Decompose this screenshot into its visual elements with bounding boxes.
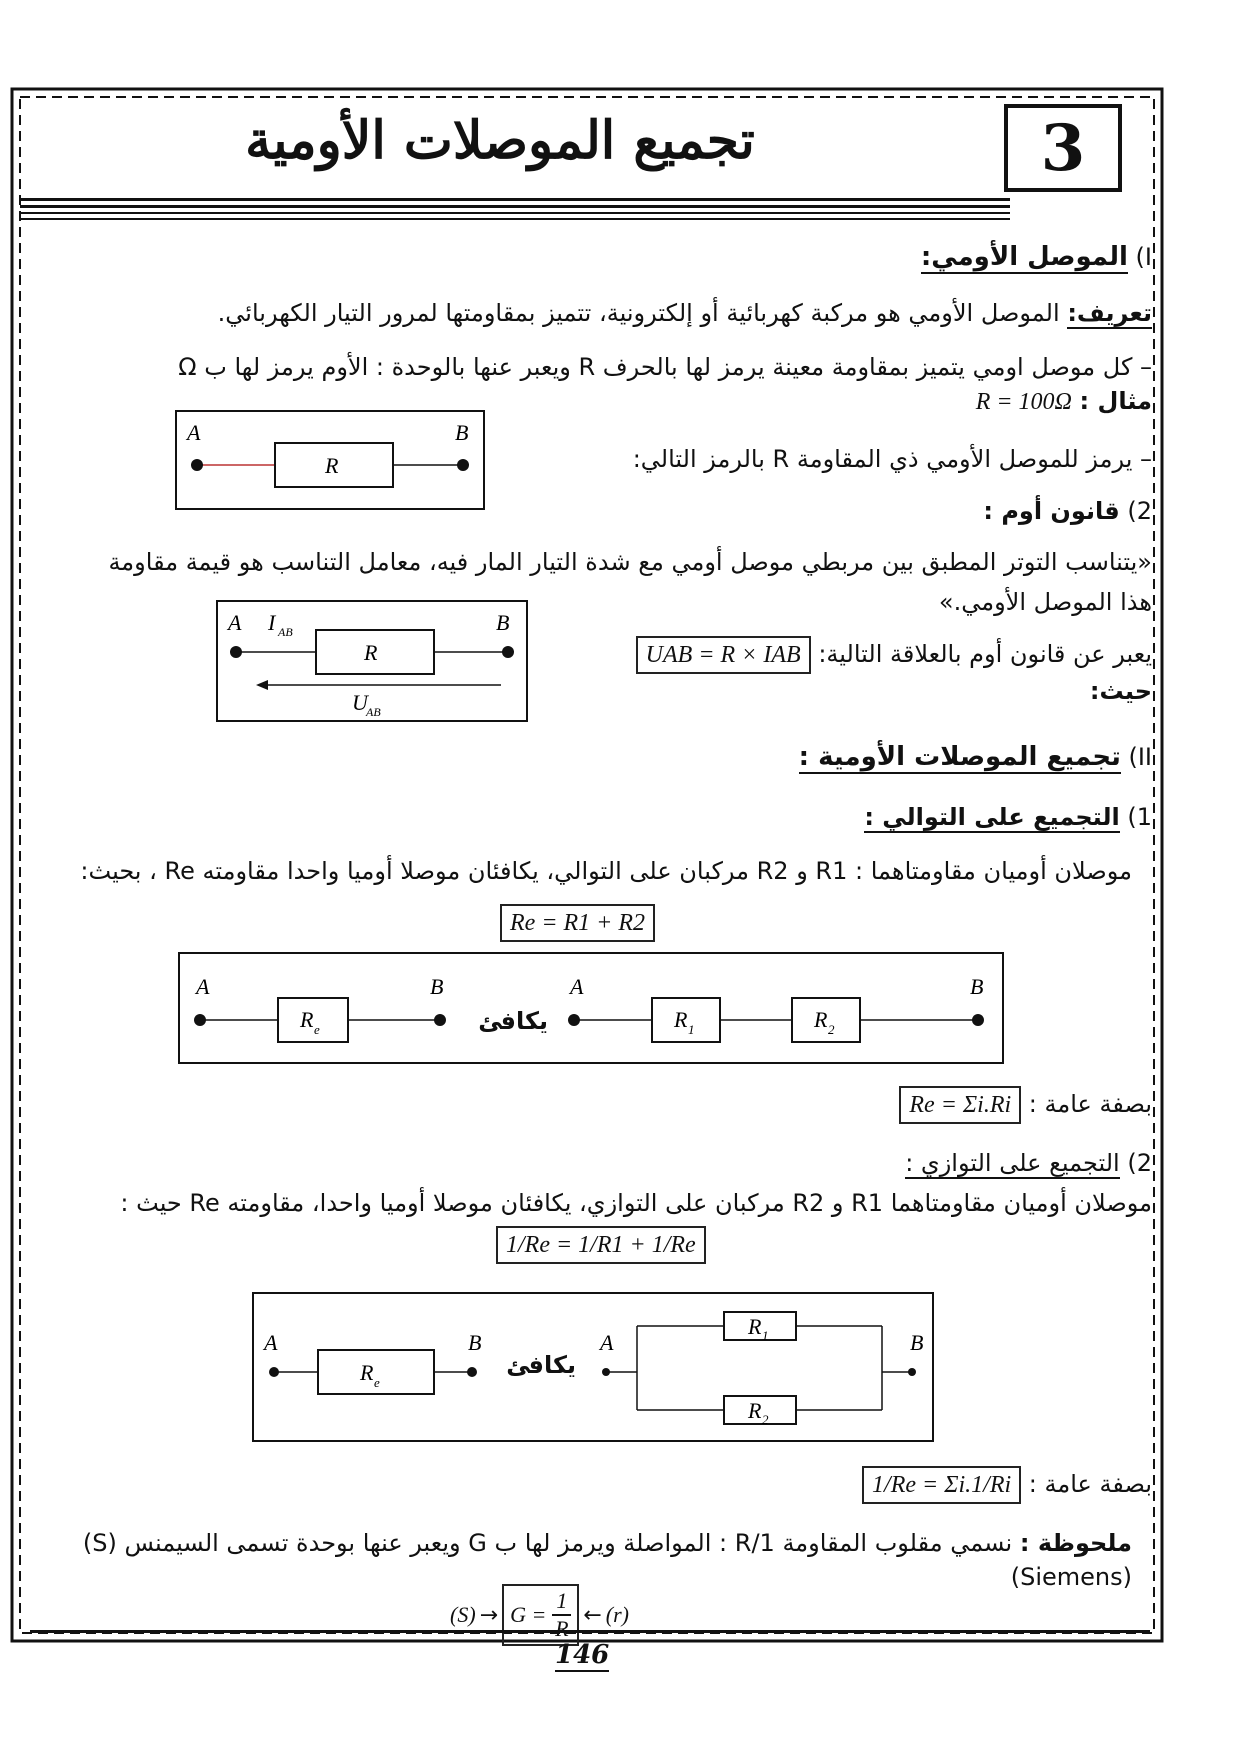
note-label: ملحوظة : bbox=[1019, 1529, 1132, 1557]
arrow-left-icon: ← bbox=[583, 1602, 602, 1628]
d2-r: R bbox=[364, 640, 378, 665]
ohm-formula: UAB = R × IAB bbox=[636, 636, 811, 674]
chapter-number: 3 bbox=[1040, 110, 1086, 186]
definition-text: الموصل الأومي هو مركبة كهربائية أو إلكترونية، تتميز بمقاومتها لمرور التيار الكهربائي. bbox=[217, 299, 1060, 327]
p-r1-sub: 1 bbox=[762, 1328, 769, 1343]
s-r1: R bbox=[674, 1007, 688, 1032]
siemens-label: (S) bbox=[450, 1602, 476, 1627]
ohm-where: حيث: bbox=[1089, 677, 1152, 705]
parallel-title: التجميع على التوازي : bbox=[905, 1149, 1120, 1177]
fraction bbox=[552, 1588, 571, 1642]
s-b: B bbox=[970, 974, 984, 999]
parallel-diagram bbox=[252, 1292, 934, 1442]
series-formula-wrap bbox=[500, 904, 655, 942]
section2-numeral: II) bbox=[1128, 743, 1152, 771]
arrow-right-icon: → bbox=[479, 1602, 499, 1628]
conductance-box bbox=[502, 1584, 579, 1646]
definition-label: تعريف: bbox=[1067, 299, 1152, 327]
page-title: تجميع الموصلات الأومية bbox=[245, 110, 755, 171]
series-equiv: يكافئ bbox=[478, 1007, 548, 1035]
p-b: B bbox=[910, 1330, 924, 1355]
fraction-num: 1 bbox=[552, 1588, 571, 1616]
series-general-label: بصفة عامة : bbox=[1028, 1090, 1152, 1118]
p-eq-re: R bbox=[360, 1360, 374, 1385]
parallel-num: 2) bbox=[1127, 1149, 1152, 1177]
p-eq-b: B bbox=[468, 1330, 482, 1355]
s-r1-sub: 1 bbox=[688, 1022, 695, 1037]
p-eq-a: A bbox=[264, 1330, 278, 1355]
section1-numeral: I) bbox=[1135, 243, 1152, 271]
d2-b: B bbox=[496, 610, 510, 635]
p-r1: R bbox=[748, 1314, 762, 1339]
ohm-relation-text: يعبر عن قانون أوم بالعلاقة التالية: bbox=[818, 640, 1152, 668]
s-r2-sub: 2 bbox=[828, 1022, 835, 1037]
s-eq-b: B bbox=[430, 974, 444, 999]
p-eq-re-sub: e bbox=[374, 1375, 380, 1390]
title-rules bbox=[20, 196, 1010, 226]
parallel-formula: 1/Re = 1/R1 + 1/Re bbox=[496, 1226, 706, 1264]
parallel-heading bbox=[552, 1146, 1152, 1180]
d2-i: I bbox=[268, 610, 276, 635]
s-eq-re: R bbox=[300, 1007, 314, 1032]
series-formula: Re = R1 + R2 bbox=[500, 904, 655, 942]
definition bbox=[72, 296, 1152, 330]
ohm-statement: «يتناسب التوتر المطبق بين مربطي موصل أومي مع شدة التيار المار فيه، معامل التناسب هو قيمة مقاومة هذا الموصل الأومي.» bbox=[108, 548, 1152, 616]
d2-i-sub: AB bbox=[278, 625, 293, 639]
ohm-heading bbox=[552, 494, 1152, 528]
parallel-equiv: يكافئ bbox=[506, 1351, 576, 1379]
parallel-text: موصلان أوميان مقاومتاهما R1 و R2 مركبان على التوازي، يكافئان موصلا أوميا واحدا، مقاومته Re حيث : bbox=[120, 1189, 1152, 1217]
d1-r: R bbox=[325, 453, 339, 478]
example-value: R = 100Ω bbox=[975, 389, 1072, 415]
parallel-general-formula: 1/Re = Σi.1/Ri bbox=[862, 1466, 1021, 1504]
ohm-title: قانون أوم : bbox=[983, 497, 1120, 525]
p-r2-sub: 2 bbox=[762, 1412, 769, 1427]
s-r2: R bbox=[814, 1007, 828, 1032]
conductance-formula bbox=[450, 1584, 629, 1646]
series-num: 1) bbox=[1127, 803, 1152, 831]
d2-a: A bbox=[228, 610, 242, 635]
d1-b: B bbox=[455, 420, 469, 445]
series-general-formula: Re = Σi.Ri bbox=[899, 1086, 1021, 1124]
symbol-text: – يرمز للموصل الأومي ذي المقاومة R بالرمز التالي: bbox=[632, 445, 1152, 473]
series-diagram bbox=[178, 952, 1004, 1064]
series-heading bbox=[552, 800, 1152, 834]
parallel-general-label: بصفة عامة : bbox=[1028, 1470, 1152, 1498]
series-title: التجميع على التوالي : bbox=[864, 803, 1120, 831]
fraction-den: R bbox=[555, 1616, 569, 1641]
ohm-num: 2) bbox=[1127, 497, 1152, 525]
series-text: موصلان أوميان مقاومتاهما : R1 و R2 مركبان على التوالي، يكافئان موصلا أوميا واحدا مقاومته Re ، بحيث: bbox=[80, 857, 1132, 885]
d2-u: U bbox=[352, 690, 368, 715]
section1-title: الموصل الأومي: bbox=[920, 242, 1128, 272]
parallel-general bbox=[552, 1466, 1152, 1504]
p-r2: R bbox=[748, 1398, 762, 1423]
ohm-law-diagram bbox=[216, 600, 528, 722]
g-label: G = bbox=[510, 1602, 547, 1627]
bottom-rule bbox=[30, 1630, 1150, 1633]
s-eq-a: A bbox=[196, 974, 210, 999]
chapter-number-box bbox=[1004, 104, 1122, 192]
section1-heading bbox=[552, 240, 1152, 274]
section2-heading bbox=[452, 740, 1152, 774]
section2-title: تجميع الموصلات الأومية : bbox=[798, 742, 1121, 772]
d2-u-sub: AB bbox=[366, 705, 381, 719]
s-eq-re-sub: e bbox=[314, 1022, 320, 1037]
series-general bbox=[552, 1086, 1152, 1124]
r-label: (r) bbox=[605, 1602, 629, 1627]
ohm-relation bbox=[592, 636, 1152, 708]
p-a: A bbox=[600, 1330, 614, 1355]
s-a: A bbox=[570, 974, 584, 999]
example-label: مثال : bbox=[1079, 387, 1152, 415]
example-line bbox=[552, 384, 1152, 419]
resistor-symbol-diagram bbox=[175, 410, 485, 510]
d1-a: A bbox=[187, 420, 201, 445]
resistance-line: – كل موصل اومي يتميز بمقاومة معينة يرمز لها بالحرف R ويعبر عنها بالوحدة : الأوم يرمز لها ب Ω bbox=[178, 353, 1152, 381]
parallel-formula-wrap bbox=[496, 1226, 706, 1264]
note-text: نسمي مقلوب المقاومة 1/R : المواصلة ويرمز لها ب G ويعبر عنها بوحدة تسمى السيمنس (S)(Siemens) bbox=[82, 1529, 1132, 1591]
page-number: 146 bbox=[555, 1640, 610, 1670]
